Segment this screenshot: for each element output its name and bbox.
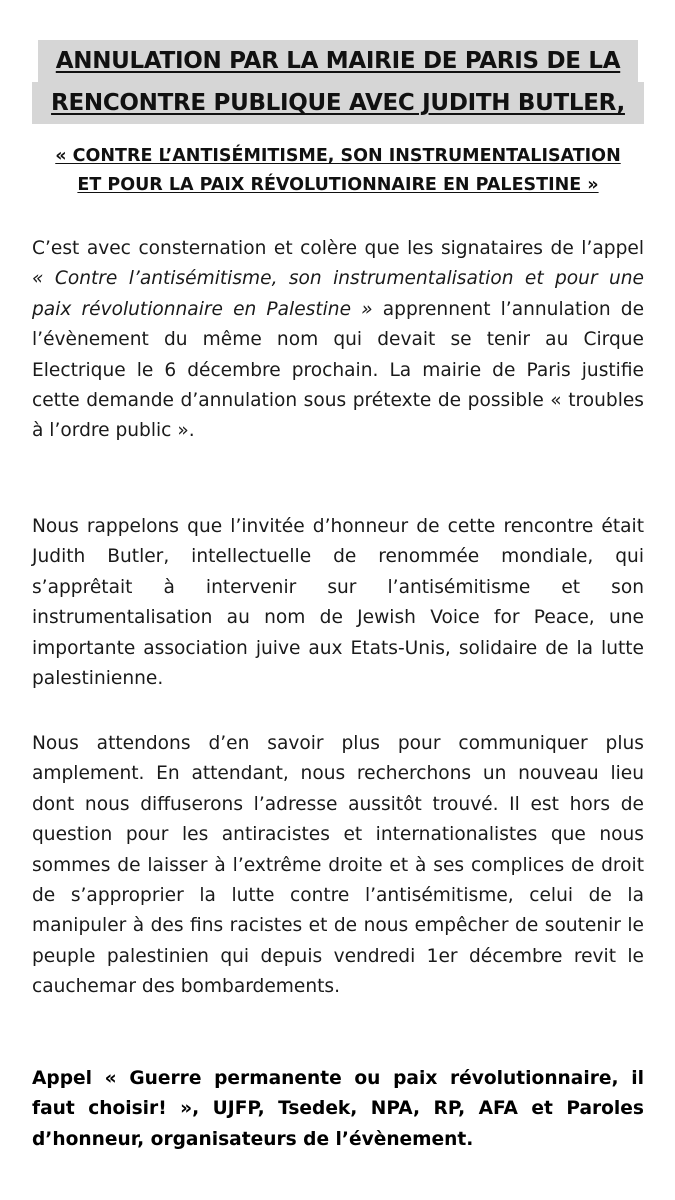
subtitle-line-1: « CONTRE L’ANTISÉMITISME, SON INSTRUMENTALISATION [55, 146, 621, 166]
paragraph-1-rest: apprennent l’annulation de l’évènement du même nom qui devait se tenir au Cirque Electrique le 6 décembre prochain. La mairie de Paris justifie cette demande d’annulation sous prétexte de possible « troubles à l’ordre public ». [32, 298, 645, 442]
paragraph-2: Nous rappelons que l’invitée d’honneur de cette rencontre était Judith Butler, intellectuelle de renommée mondiale, qui s’apprêtait à intervenir sur l’antisémitisme et son instrumentalisation au nom de Jewish Voice for Peace, une importante association juive aux Etats-Unis, solidaire de la lutte palestinienne. [32, 516, 644, 690]
title-line-2: RENCONTRE PUBLIQUE AVEC JUDITH BUTLER, [32, 82, 644, 124]
paragraph-1 [32, 234, 644, 447]
appeal-title: « Contre l’antisémitisme, son instrumentalisation et pour une paix révolutionnaire en Palestine » [32, 268, 644, 320]
signature: Appel « Guerre permanente ou paix révolutionnaire, il faut choisir! », UJFP, Tsedek, NPA, RP, AFA et Paroles d’honneur, organisateurs de l’évènement. [32, 1068, 644, 1150]
title-line-1: ANNULATION PAR LA MAIRIE DE PARIS DE LA [38, 40, 638, 82]
page-title [38, 40, 638, 124]
subtitle [32, 142, 644, 200]
subtitle-line-2: ET POUR LA PAIX RÉVOLUTIONNAIRE EN PALESTINE » [77, 175, 599, 195]
paragraph-1-intro: C’est avec consternation et colère que les signataires de l’appel [32, 238, 644, 259]
paragraph-3: Nous attendons d’en savoir plus pour communiquer plus amplement. En attendant, nous recherchons un nouveau lieu dont nous diffuserons l’adresse aussitôt trouvé. Il est hors de question pour les antiracistes et internationalistes que nous sommes de laisser à l’extrême droite et à ses complices de droit de s’approprier la lutte contre l’antisémitisme, celui de la manipuler à des fins racistes et de nous empêcher de soutenir le peuple palestinien qui depuis vendredi 1er décembre revit le cauchemar des bombardements. [32, 733, 644, 998]
